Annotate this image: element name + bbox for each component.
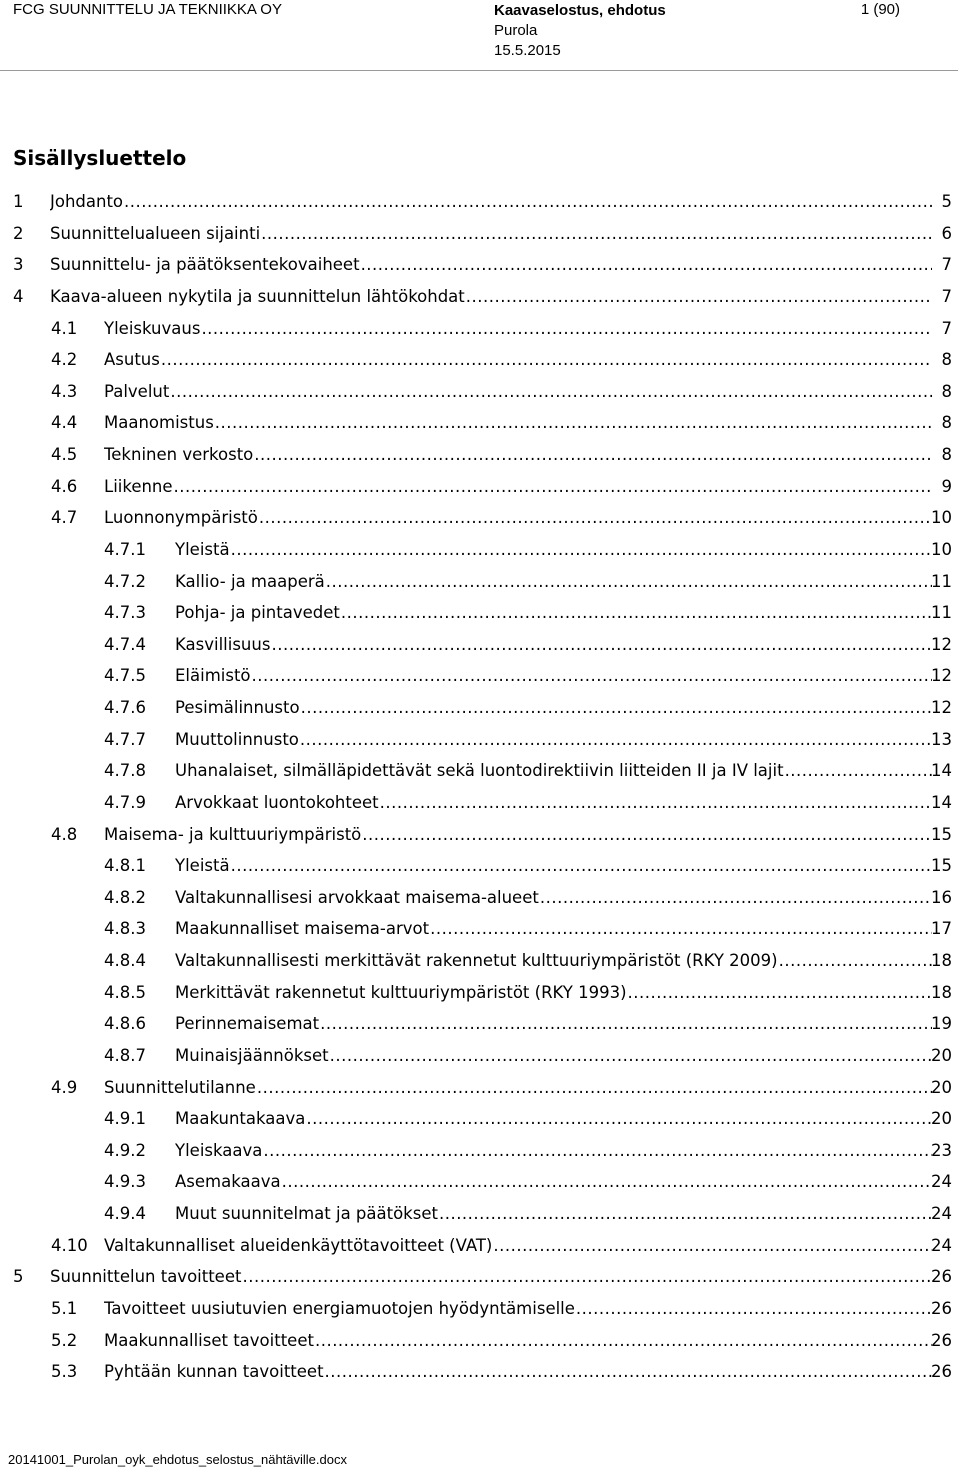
toc-entry-text-wrap	[175, 1040, 932, 1071]
toc-entry-number: 4.7.6	[104, 698, 146, 717]
toc-entry[interactable]	[0, 471, 960, 503]
toc-entry-label: Kasvillisuus	[175, 634, 271, 654]
toc-dot-leader	[174, 471, 932, 502]
toc-dot-leader	[466, 281, 932, 312]
document-place: Purola	[494, 22, 538, 39]
toc-entry-text-wrap	[104, 439, 932, 470]
toc-entry[interactable]	[0, 1198, 960, 1230]
toc-entry-text-wrap	[50, 249, 932, 280]
toc-entry-label: Asemakaava	[175, 1172, 281, 1192]
toc-entry-label: Suunnittelutilanne	[104, 1077, 256, 1097]
toc-entry-number: 4.1	[51, 318, 78, 338]
toc-entry-label: Eläimistö	[175, 666, 251, 686]
toc-dot-leader	[341, 597, 932, 628]
toc-entry-number: 4.8.4	[104, 951, 146, 970]
toc-entry-label: Yleiskaava	[175, 1140, 263, 1160]
toc-entry-page: 5	[941, 192, 952, 211]
toc-entry-number: 4.8.3	[104, 919, 146, 939]
toc-dot-leader	[576, 1293, 932, 1324]
toc-entry-page: 12	[931, 698, 952, 717]
toc-entry-page: 26	[931, 1330, 952, 1350]
toc-dot-leader	[301, 692, 932, 723]
toc-entry-text-wrap	[175, 566, 932, 597]
toc-title: Sisällysluettelo	[13, 146, 187, 170]
toc-entry-number: 2	[13, 223, 24, 243]
toc-entry-text-wrap	[50, 1261, 932, 1292]
toc-entry-number: 4.9.2	[104, 1140, 146, 1160]
toc-dot-leader	[263, 1135, 932, 1166]
toc-dot-leader	[257, 1072, 932, 1103]
toc-entry-page: 18	[931, 951, 952, 970]
toc-entry-label: Luonnonympäristö	[104, 508, 258, 528]
toc-entry[interactable]	[0, 407, 960, 439]
toc-entry-text-wrap	[104, 471, 932, 502]
toc-entry-text-wrap	[175, 850, 932, 881]
toc-entry-number: 4.8	[51, 824, 78, 844]
toc-entry-label: Liikenne	[104, 476, 173, 496]
toc-entry-number: 4.3	[51, 381, 78, 401]
toc-entry-page: 10	[931, 539, 952, 559]
toc-entry[interactable]	[0, 534, 960, 566]
toc-entry-number: 4.7.3	[104, 603, 146, 623]
toc-entry-page: 20	[931, 1045, 952, 1065]
toc-entry-number: 4.6	[51, 476, 78, 496]
toc-entry-label: Yleistä	[175, 856, 230, 876]
toc-entry-text-wrap	[175, 692, 932, 723]
toc-entry-number: 1	[13, 192, 24, 211]
toc-entry-number: 3	[13, 255, 24, 275]
footer-filename: 20141001_Purolan_oyk_ehdotus_selostus_nähtäville.docx	[8, 1452, 347, 1467]
toc-entry-number: 4.5	[51, 445, 78, 464]
toc-dot-leader	[439, 1198, 932, 1229]
toc-entry-text-wrap	[50, 218, 932, 249]
toc-dot-leader	[261, 218, 932, 249]
toc-entry-label: Perinnemaisemat	[175, 1014, 320, 1034]
toc-entry[interactable]	[0, 1040, 960, 1072]
toc-entry-page: 26	[931, 1298, 952, 1318]
toc-entry-text-wrap	[175, 787, 932, 818]
toc-dot-leader	[326, 566, 932, 597]
toc-entry-label: Kallio- ja maaperä	[175, 571, 325, 591]
toc-entry-page: 26	[931, 1362, 952, 1382]
toc-entry-text-wrap	[175, 1103, 932, 1134]
toc-entry-text-wrap	[104, 313, 932, 344]
toc-entry-text-wrap	[104, 407, 932, 438]
toc-dot-leader	[282, 1166, 932, 1197]
toc-dot-leader	[380, 787, 932, 818]
toc-entry-label: Suunnittelu- ja päätöksentekovaiheet	[50, 255, 360, 275]
table-of-contents	[0, 186, 960, 1388]
toc-entry-text-wrap	[175, 882, 932, 913]
document-info	[494, 1, 666, 61]
toc-entry-label: Muut suunnitelmat ja päätökset	[175, 1204, 438, 1223]
toc-entry-text-wrap	[175, 1135, 932, 1166]
toc-dot-leader	[779, 945, 932, 976]
toc-entry-label: Maanomistus	[104, 413, 214, 433]
toc-entry-number: 4.8.7	[104, 1045, 146, 1065]
toc-entry-number: 4.2	[51, 350, 78, 370]
toc-entry[interactable]	[0, 1135, 960, 1167]
toc-entry[interactable]	[0, 186, 960, 218]
toc-entry-text-wrap	[50, 186, 932, 217]
page-header	[0, 0, 960, 72]
toc-dot-leader	[271, 629, 932, 660]
toc-entry-number: 4.7.8	[104, 761, 146, 781]
toc-entry[interactable]	[0, 882, 960, 914]
toc-dot-leader	[170, 376, 932, 407]
toc-entry[interactable]	[0, 1103, 960, 1135]
toc-dot-leader	[124, 186, 932, 217]
toc-dot-leader	[201, 313, 932, 344]
toc-dot-leader	[254, 439, 932, 470]
toc-entry-page: 16	[931, 887, 952, 907]
toc-entry-number: 5.1	[51, 1298, 78, 1318]
toc-entry-label: Asutus	[104, 350, 160, 370]
toc-entry-number: 4	[13, 286, 24, 306]
toc-entry-page: 23	[931, 1140, 952, 1160]
toc-entry-page: 24	[931, 1204, 952, 1223]
toc-entry-number: 5.2	[51, 1330, 78, 1350]
toc-entry-number: 4.7.1	[104, 539, 146, 559]
toc-entry-page: 19	[931, 1014, 952, 1034]
toc-dot-leader	[330, 1040, 932, 1071]
toc-dot-leader	[306, 1103, 932, 1134]
toc-entry[interactable]	[0, 376, 960, 408]
toc-entry-page: 15	[931, 856, 952, 876]
toc-entry-text-wrap	[104, 1293, 932, 1324]
toc-entry-label: Muinaisjäännökset	[175, 1045, 329, 1065]
toc-entry-text-wrap	[175, 945, 932, 976]
toc-dot-leader	[231, 534, 932, 565]
toc-entry[interactable]	[0, 819, 960, 851]
toc-entry[interactable]	[0, 597, 960, 629]
toc-entry-page: 8	[941, 350, 952, 370]
toc-entry-number: 4.7.4	[104, 634, 146, 654]
toc-entry-page: 9	[941, 476, 952, 496]
toc-entry-text-wrap	[175, 534, 932, 565]
toc-entry-label: Palvelut	[104, 381, 170, 401]
toc-entry-text-wrap	[175, 913, 932, 944]
toc-entry-page: 18	[931, 982, 952, 1002]
toc-entry-text-wrap	[175, 660, 932, 691]
toc-entry-number: 4.4	[51, 413, 78, 433]
toc-entry-page: 8	[941, 413, 952, 433]
toc-entry[interactable]	[0, 850, 960, 882]
toc-entry-label: Tavoitteet uusiutuvien energiamuotojen hyödyntämiselle	[104, 1298, 575, 1318]
toc-entry[interactable]	[0, 755, 960, 787]
toc-entry[interactable]	[0, 660, 960, 692]
toc-entry-label: Pesimälinnusto	[175, 698, 300, 717]
toc-entry-number: 4.8.1	[104, 856, 146, 876]
header-divider	[0, 70, 958, 71]
toc-entry[interactable]	[0, 724, 960, 756]
toc-entry[interactable]	[0, 1356, 960, 1388]
toc-entry-number: 4.7.2	[104, 571, 146, 591]
toc-entry-number: 4.10	[51, 1235, 88, 1255]
toc-entry-text-wrap	[175, 1198, 932, 1229]
toc-dot-leader	[215, 407, 932, 438]
toc-entry-text-wrap	[104, 376, 932, 407]
toc-entry-label: Maakunnalliset tavoitteet	[104, 1330, 314, 1350]
toc-entry-number: 5.3	[51, 1362, 78, 1382]
toc-entry-number: 4.7	[51, 508, 78, 528]
toc-entry-page: 15	[931, 824, 952, 844]
toc-entry[interactable]	[0, 439, 960, 471]
toc-entry-page: 24	[931, 1235, 952, 1255]
toc-entry-number: 4.8.6	[104, 1014, 146, 1034]
toc-entry[interactable]	[0, 1230, 960, 1262]
toc-entry-label: Suunnittelun tavoitteet	[50, 1267, 242, 1287]
toc-entry[interactable]	[0, 566, 960, 598]
toc-entry-label: Valtakunnalliset alueidenkäyttötavoitteet (VAT)	[104, 1235, 493, 1255]
toc-entry-label: Maisema- ja kulttuuriympäristö	[104, 824, 362, 844]
toc-entry-label: Muuttolinnusto	[175, 729, 299, 749]
page-number: 1 (90)	[860, 1, 900, 18]
toc-entry-number: 4.7.5	[104, 666, 146, 686]
toc-dot-leader	[362, 819, 932, 850]
toc-entry-page: 20	[931, 1077, 952, 1097]
toc-entry-label: Valtakunnallisesi arvokkaat maisema-alueet	[175, 887, 539, 907]
toc-entry[interactable]	[0, 1293, 960, 1325]
toc-entry-text-wrap	[104, 344, 932, 375]
toc-entry-label: Valtakunnallisesti merkittävät rakennetut kulttuuriympäristöt (RKY 2009)	[175, 951, 778, 970]
toc-entry-label: Maakunnalliset maisema-arvot	[175, 919, 430, 939]
toc-entry-label: Johdanto	[50, 192, 124, 211]
toc-dot-leader	[259, 502, 932, 533]
toc-entry-page: 8	[941, 445, 952, 464]
toc-entry-text-wrap	[175, 755, 932, 786]
toc-entry-number: 4.9	[51, 1077, 78, 1097]
toc-dot-leader	[540, 882, 932, 913]
toc-dot-leader	[628, 977, 932, 1008]
toc-entry-page: 8	[941, 381, 952, 401]
toc-entry-page: 14	[931, 792, 952, 812]
toc-entry-text-wrap	[175, 977, 932, 1008]
toc-entry[interactable]	[0, 502, 960, 534]
toc-entry-text-wrap	[104, 1072, 932, 1103]
toc-dot-leader	[315, 1325, 932, 1356]
toc-entry-label: Pyhtään kunnan tavoitteet	[104, 1362, 324, 1382]
toc-entry-page: 7	[941, 318, 952, 338]
toc-dot-leader	[785, 755, 932, 786]
toc-entry[interactable]	[0, 344, 960, 376]
document-date: 15.5.2015	[494, 42, 561, 59]
toc-entry-text-wrap	[104, 1356, 932, 1387]
toc-entry[interactable]	[0, 629, 960, 661]
toc-entry-label: Merkittävät rakennetut kulttuuriympäristöt (RKY 1993)	[175, 982, 627, 1002]
toc-entry[interactable]	[0, 977, 960, 1009]
toc-entry-page: 20	[931, 1109, 952, 1129]
toc-entry-page: 17	[931, 919, 952, 939]
toc-entry-number: 5	[13, 1267, 24, 1287]
toc-entry-page: 10	[931, 508, 952, 528]
toc-entry-text-wrap	[104, 502, 932, 533]
toc-entry-text-wrap	[104, 819, 932, 850]
toc-entry-page: 13	[931, 729, 952, 749]
toc-dot-leader	[300, 724, 932, 755]
toc-dot-leader	[252, 660, 932, 691]
toc-entry-label: Uhanalaiset, silmälläpidettävät sekä luontodirektiivin liitteiden II ja IV lajit	[175, 761, 784, 781]
toc-dot-leader	[493, 1230, 932, 1261]
toc-entry-text-wrap	[104, 1325, 932, 1356]
toc-entry[interactable]	[0, 692, 960, 724]
toc-entry-text-wrap	[175, 1008, 932, 1039]
organization-name: FCG SUUNNITTELU JA TEKNIIKKA OY	[13, 1, 282, 18]
toc-entry-label: Maakuntakaava	[175, 1109, 306, 1129]
toc-entry[interactable]	[0, 945, 960, 977]
toc-dot-leader	[325, 1356, 932, 1387]
toc-entry-number: 4.7.9	[104, 792, 146, 812]
toc-dot-leader	[242, 1261, 932, 1292]
toc-entry-page: 24	[931, 1172, 952, 1192]
toc-entry-number: 4.8.2	[104, 887, 146, 907]
toc-entry-page: 11	[931, 571, 952, 591]
toc-entry-number: 4.8.5	[104, 982, 146, 1002]
toc-entry-label: Kaava-alueen nykytila ja suunnittelun lähtökohdat	[50, 286, 465, 306]
toc-entry-text-wrap	[50, 281, 932, 312]
toc-entry-page: 14	[931, 761, 952, 781]
toc-entry[interactable]	[0, 913, 960, 945]
toc-entry-text-wrap	[175, 629, 932, 660]
toc-entry-label: Arvokkaat luontokohteet	[175, 792, 379, 812]
toc-entry-text-wrap	[104, 1230, 932, 1261]
toc-dot-leader	[161, 344, 932, 375]
toc-entry-label: Tekninen verkosto	[104, 445, 254, 464]
toc-entry-page: 26	[931, 1267, 952, 1287]
toc-entry[interactable]	[0, 1166, 960, 1198]
toc-dot-leader	[430, 913, 932, 944]
toc-entry-page: 6	[941, 223, 952, 243]
toc-dot-leader	[320, 1008, 932, 1039]
toc-entry[interactable]	[0, 1325, 960, 1357]
document-title: Kaavaselostus, ehdotus	[494, 2, 666, 19]
toc-entry-number: 4.9.1	[104, 1109, 146, 1129]
toc-entry[interactable]	[0, 249, 960, 281]
toc-dot-leader	[231, 850, 932, 881]
toc-entry-number: 4.7.7	[104, 729, 146, 749]
toc-entry-page: 11	[931, 603, 952, 623]
toc-entry[interactable]	[0, 281, 960, 313]
toc-entry-page: 7	[941, 255, 952, 275]
toc-entry-label: Yleiskuvaus	[104, 318, 201, 338]
toc-entry[interactable]	[0, 218, 960, 250]
toc-entry-page: 12	[931, 634, 952, 654]
toc-entry[interactable]	[0, 787, 960, 819]
toc-entry-number: 4.9.3	[104, 1172, 146, 1192]
toc-entry-text-wrap	[175, 724, 932, 755]
toc-entry-label: Suunnittelualueen sijainti	[50, 223, 261, 243]
toc-entry-label: Yleistä	[175, 539, 230, 559]
toc-entry-label: Pohja- ja pintavedet	[175, 603, 340, 623]
toc-dot-leader	[361, 249, 932, 280]
toc-entry[interactable]	[0, 1008, 960, 1040]
toc-entry[interactable]	[0, 1261, 960, 1293]
toc-entry-page: 7	[941, 286, 952, 306]
toc-entry-text-wrap	[175, 1166, 932, 1197]
toc-entry-number: 4.9.4	[104, 1204, 146, 1223]
toc-entry[interactable]	[0, 1072, 960, 1104]
toc-entry-page: 12	[931, 666, 952, 686]
toc-entry[interactable]	[0, 313, 960, 345]
toc-entry-text-wrap	[175, 597, 932, 628]
